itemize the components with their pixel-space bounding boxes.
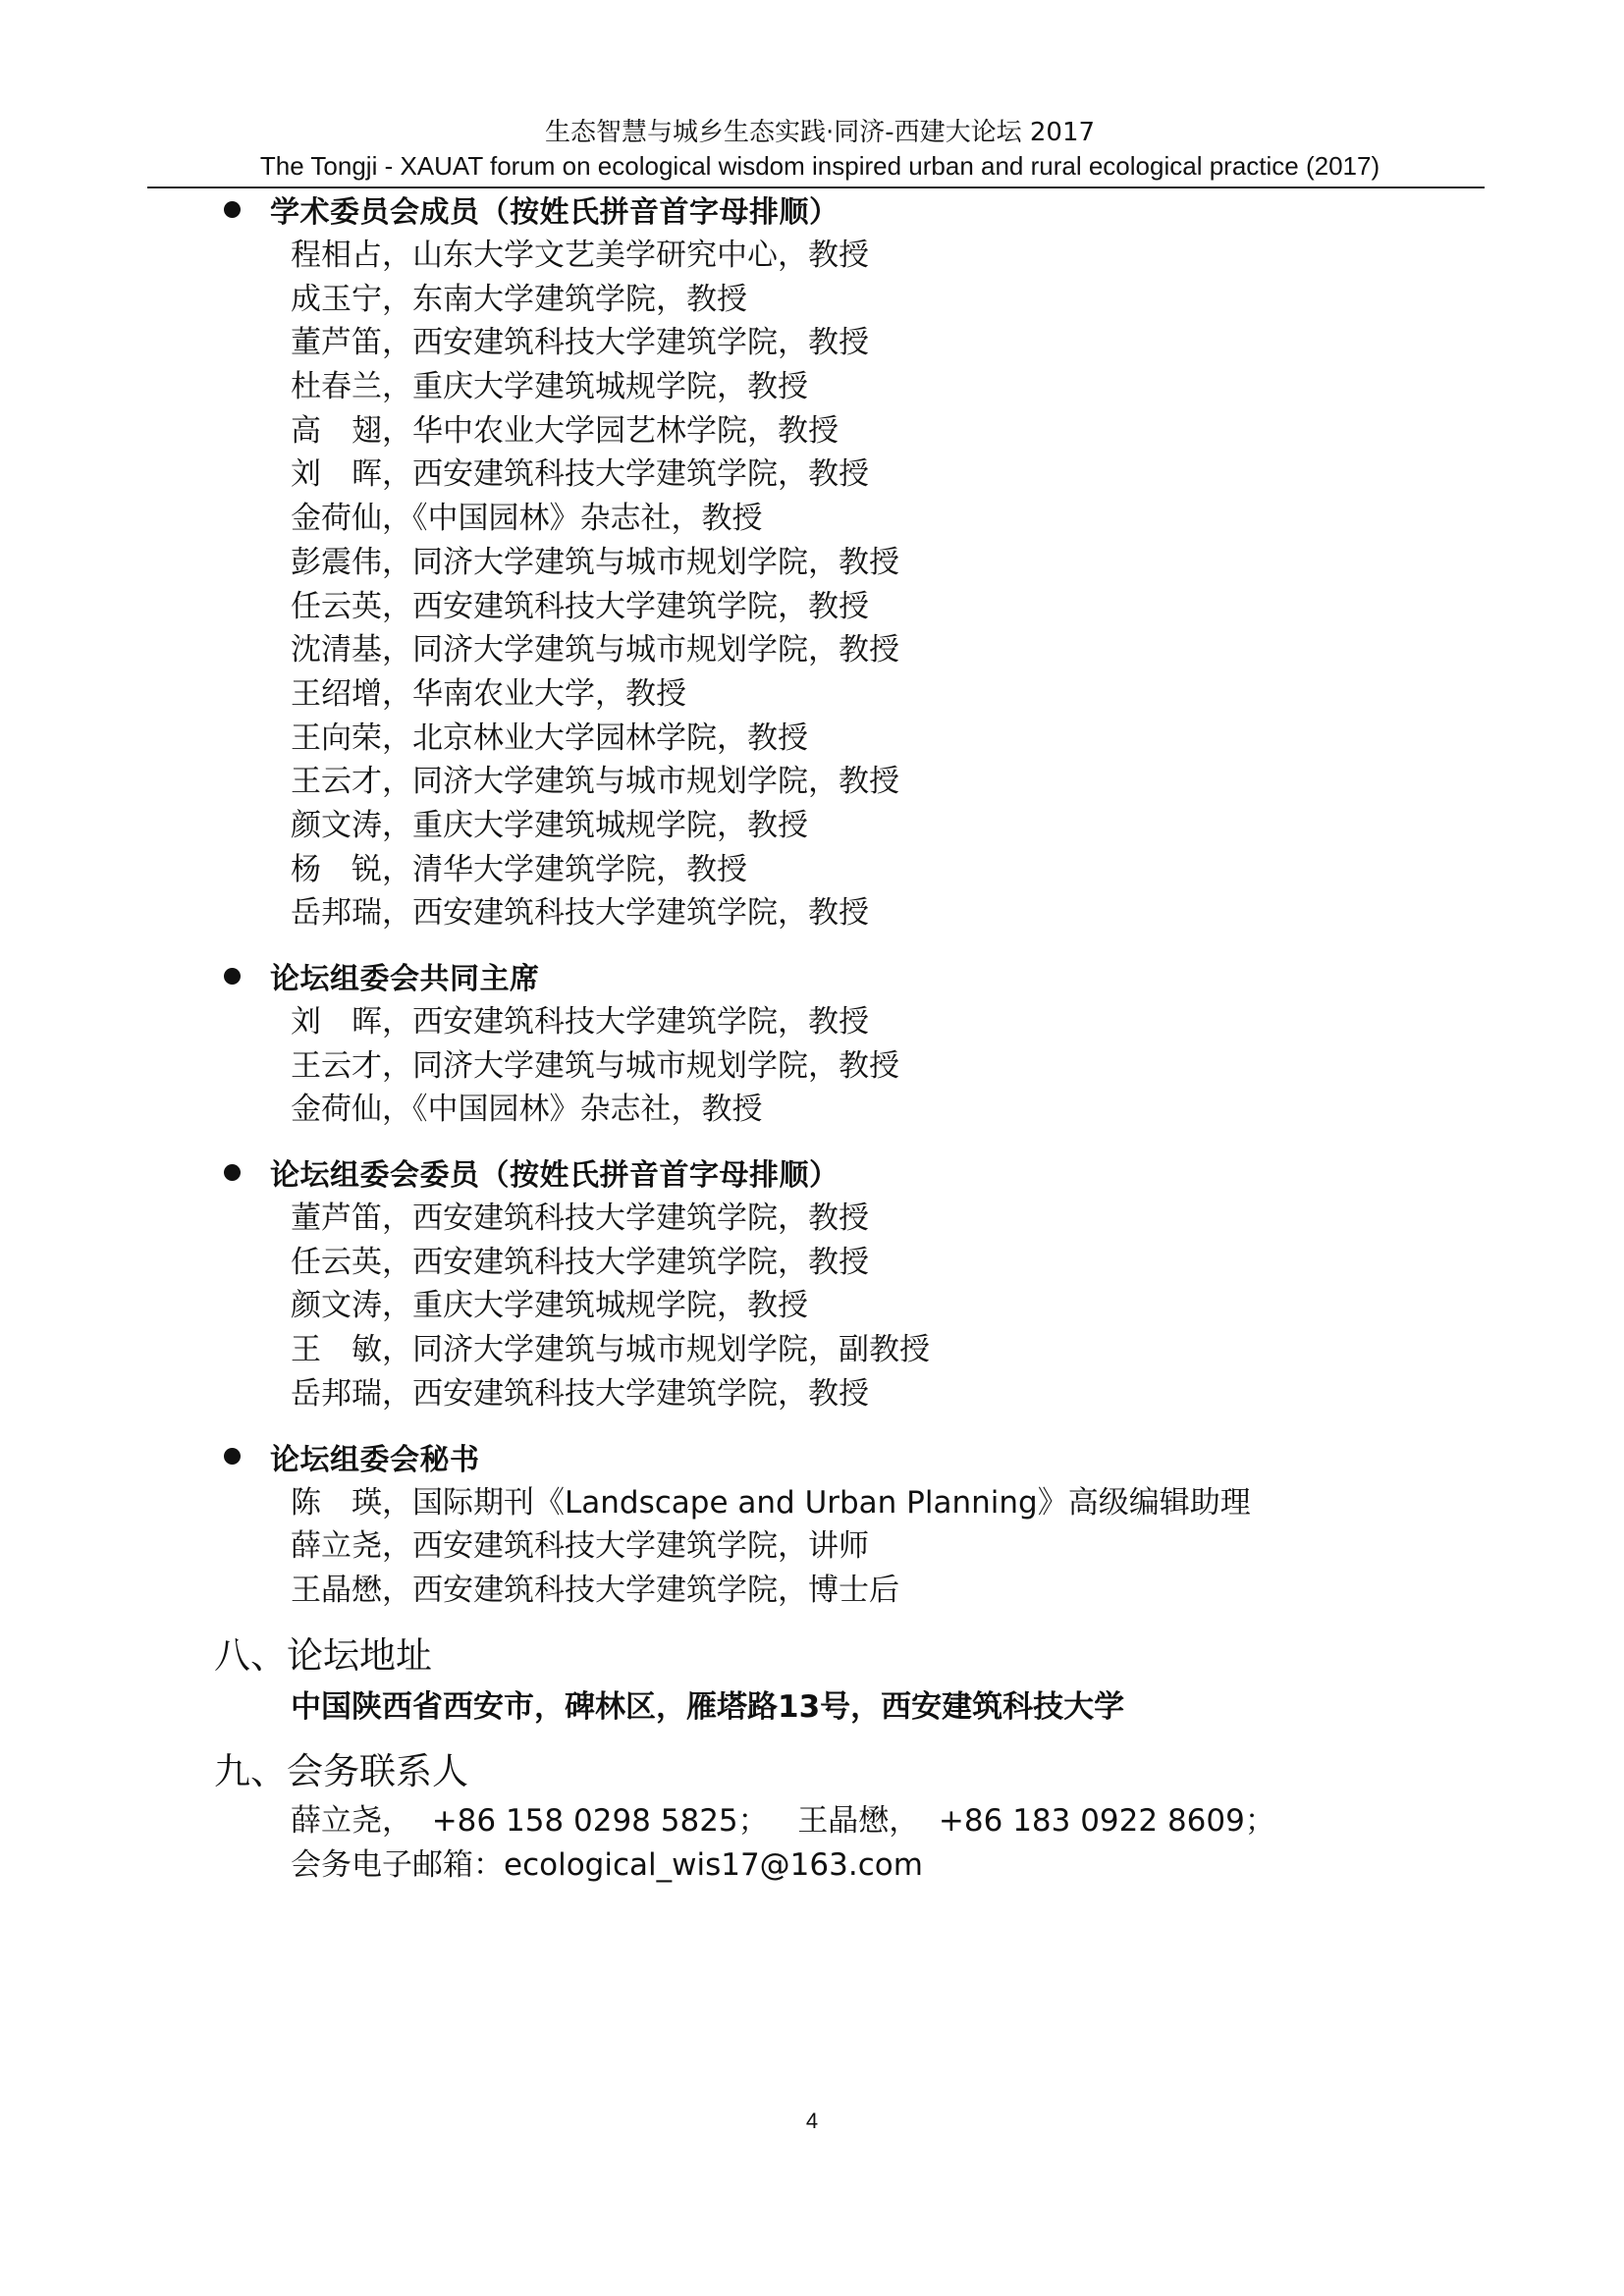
member-row: 成玉宁，东南大学建筑学院，教授 bbox=[216, 278, 1473, 322]
member-row: 董芦笛，西安建筑科技大学建筑学院，教授 bbox=[216, 1197, 1473, 1241]
member-row: 高 翅，华中农业大学园艺林学院，教授 bbox=[216, 409, 1473, 454]
member-row: 刘 晖，西安建筑科技大学建筑学院，教授 bbox=[216, 1000, 1473, 1044]
member-row: 王绍增，华南农业大学，教授 bbox=[216, 672, 1473, 717]
member-row: 岳邦瑞，西安建筑科技大学建筑学院，教授 bbox=[216, 1372, 1473, 1416]
section-title: 学术委员会成员（按姓氏拼音首字母排顺） bbox=[270, 195, 839, 230]
member-affiliation: 重庆大学建筑城规学院，教授 bbox=[412, 369, 808, 405]
member-row: 王向荣，北京林业大学园林学院，教授 bbox=[216, 717, 1473, 761]
member-row: 王晶懋，西安建筑科技大学建筑学院，博士后 bbox=[216, 1569, 1473, 1613]
member-row: 颜文涛，重庆大学建筑城规学院，教授 bbox=[216, 1284, 1473, 1328]
section-academic-committee bbox=[216, 185, 1473, 935]
member-row: 任云英，西安建筑科技大学建筑学院，教授 bbox=[216, 585, 1473, 629]
member-row: 任云英，西安建筑科技大学建筑学院，教授 bbox=[216, 1241, 1473, 1285]
member-row: 金荷仙，《中国园林》杂志社，教授 bbox=[216, 1088, 1473, 1132]
bullet-icon bbox=[224, 968, 241, 985]
member-name: 刘 晖 bbox=[291, 1004, 382, 1040]
member-name: 王晶懋 bbox=[291, 1572, 382, 1608]
member-name: 岳邦瑞 bbox=[291, 1375, 382, 1412]
header-title-zh: 生态智慧与城乡生态实践·同济-西建大论坛 2017 bbox=[544, 118, 1096, 147]
member-name: 金荷仙 bbox=[291, 1092, 382, 1128]
member-row: 王 敏，同济大学建筑与城市规划学院，副教授 bbox=[216, 1328, 1473, 1372]
member-row: 王云才，同济大学建筑与城市规划学院，教授 bbox=[216, 1044, 1473, 1089]
contact-section bbox=[216, 1744, 1473, 1888]
section-co-chairs bbox=[216, 951, 1473, 1132]
address-heading: 八、论坛地址 bbox=[214, 1633, 432, 1677]
member-affiliation: 山东大学文艺美学研究中心，教授 bbox=[412, 238, 869, 273]
member-row: 杨 锐，清华大学建筑学院，教授 bbox=[216, 848, 1473, 892]
section-heading bbox=[216, 1432, 1473, 1481]
section-organizing-committee bbox=[216, 1148, 1473, 1415]
section-title: 论坛组委会委员（按姓氏拼音首字母排顺） bbox=[270, 1158, 839, 1194]
member-name: 程相占 bbox=[291, 238, 382, 273]
member-affiliation: 《中国园林》杂志社，教授 bbox=[412, 1092, 763, 1128]
header-title-en: The Tongji - XAUAT forum on ecological wisdom inspired urban and rural ecological practice (2017) bbox=[259, 151, 1380, 181]
bullet-icon bbox=[224, 201, 241, 218]
member-affiliation: 同济大学建筑与城市规划学院，教授 bbox=[412, 1047, 899, 1084]
bullet-icon bbox=[224, 1164, 241, 1181]
section-heading bbox=[216, 951, 1473, 1000]
member-name: 王 敏 bbox=[291, 1332, 382, 1368]
member-affiliation: 同济大学建筑与城市规划学院，教授 bbox=[412, 632, 899, 668]
member-affiliation: 重庆大学建筑城规学院，教授 bbox=[412, 1288, 808, 1324]
member-row: 金荷仙，《中国园林》杂志社，教授 bbox=[216, 497, 1473, 541]
member-row: 薛立尧，西安建筑科技大学建筑学院，讲师 bbox=[216, 1524, 1473, 1569]
member-affiliation: 《中国园林》杂志社，教授 bbox=[412, 501, 763, 537]
member-name: 王向荣 bbox=[291, 720, 382, 756]
member-name: 王云才 bbox=[291, 764, 382, 800]
member-name: 任云英 bbox=[291, 1244, 382, 1280]
member-affiliation: 同济大学建筑与城市规划学院，教授 bbox=[412, 764, 899, 800]
member-name: 杨 锐 bbox=[291, 851, 382, 887]
member-name: 金荷仙 bbox=[291, 501, 382, 537]
member-name: 高 翅 bbox=[291, 412, 382, 449]
member-name: 薛立尧 bbox=[291, 1528, 382, 1565]
member-name: 陈 瑛 bbox=[291, 1484, 382, 1521]
member-name: 彭震伟 bbox=[291, 544, 382, 580]
page-content bbox=[216, 185, 1473, 1888]
member-row: 刘 晖，西安建筑科技大学建筑学院，教授 bbox=[216, 453, 1473, 497]
member-name: 任云英 bbox=[291, 588, 382, 624]
member-affiliation: 北京林业大学园林学院，教授 bbox=[412, 720, 808, 756]
member-name: 王绍增 bbox=[291, 675, 382, 712]
member-name: 颜文涛 bbox=[291, 1288, 382, 1324]
address-text: 中国陕西省西安市，碑林区，雁塔路13号，西安建筑科技大学 bbox=[291, 1688, 1125, 1725]
member-row: 程相占，山东大学文艺美学研究中心，教授 bbox=[216, 234, 1473, 278]
member-affiliation: 国际期刊《Landscape and Urban Planning》高级编辑助理 bbox=[412, 1484, 1251, 1521]
member-affiliation: 重庆大学建筑城规学院，教授 bbox=[412, 807, 808, 843]
bullet-icon bbox=[224, 1448, 241, 1465]
member-name: 刘 晖 bbox=[291, 456, 382, 493]
address-section bbox=[216, 1629, 1473, 1731]
member-affiliation: 西安建筑科技大学建筑学院，教授 bbox=[412, 1201, 869, 1237]
contact-phones: 薛立尧， +86 158 0298 5825； 王晶懋， +86 183 0922 8609； bbox=[291, 1802, 1275, 1839]
page-number: 4 bbox=[805, 2109, 819, 2133]
member-affiliation: 同济大学建筑与城市规划学院，教授 bbox=[412, 544, 899, 580]
member-row: 王云才，同济大学建筑与城市规划学院，教授 bbox=[216, 760, 1473, 804]
member-affiliation: 西安建筑科技大学建筑学院，教授 bbox=[412, 325, 869, 361]
member-affiliation: 西安建筑科技大学建筑学院，教授 bbox=[412, 456, 869, 493]
section-title: 论坛组委会秘书 bbox=[270, 1442, 480, 1477]
member-row: 岳邦瑞，西安建筑科技大学建筑学院，教授 bbox=[216, 891, 1473, 935]
member-row: 董芦笛，西安建筑科技大学建筑学院，教授 bbox=[216, 321, 1473, 365]
member-affiliation: 西安建筑科技大学建筑学院，教授 bbox=[412, 1375, 869, 1412]
member-name: 董芦笛 bbox=[291, 325, 382, 361]
member-name: 岳邦瑞 bbox=[291, 895, 382, 932]
page-header bbox=[157, 116, 1483, 183]
member-name: 颜文涛 bbox=[291, 807, 382, 843]
member-affiliation: 西安建筑科技大学建筑学院，博士后 bbox=[412, 1572, 899, 1608]
section-heading bbox=[216, 1148, 1473, 1197]
member-name: 杜春兰 bbox=[291, 369, 382, 405]
section-title: 论坛组委会共同主席 bbox=[270, 962, 540, 996]
member-affiliation: 东南大学建筑学院，教授 bbox=[412, 281, 747, 317]
member-affiliation: 西安建筑科技大学建筑学院，教授 bbox=[412, 1004, 869, 1040]
member-affiliation: 同济大学建筑与城市规划学院，副教授 bbox=[412, 1332, 930, 1368]
member-affiliation: 西安建筑科技大学建筑学院，教授 bbox=[412, 1244, 869, 1280]
member-affiliation: 西安建筑科技大学建筑学院，教授 bbox=[412, 895, 869, 932]
member-row: 沈清基，同济大学建筑与城市规划学院，教授 bbox=[216, 628, 1473, 672]
member-row: 颜文涛，重庆大学建筑城规学院，教授 bbox=[216, 804, 1473, 848]
member-affiliation: 清华大学建筑学院，教授 bbox=[412, 851, 747, 887]
contact-heading: 九、会务联系人 bbox=[214, 1749, 468, 1792]
member-affiliation: 华中农业大学园艺林学院，教授 bbox=[412, 412, 839, 449]
member-affiliation: 华南农业大学，教授 bbox=[412, 675, 686, 712]
member-affiliation: 西安建筑科技大学建筑学院，教授 bbox=[412, 588, 869, 624]
contact-email: 会务电子邮箱：ecological_wis17@163.com bbox=[291, 1846, 923, 1883]
member-affiliation: 西安建筑科技大学建筑学院，讲师 bbox=[412, 1528, 869, 1565]
section-heading bbox=[216, 185, 1473, 234]
member-name: 王云才 bbox=[291, 1047, 382, 1084]
member-name: 沈清基 bbox=[291, 632, 382, 668]
member-name: 董芦笛 bbox=[291, 1201, 382, 1237]
member-row: 彭震伟，同济大学建筑与城市规划学院，教授 bbox=[216, 541, 1473, 585]
member-name: 成玉宁 bbox=[291, 281, 382, 317]
section-secretaries bbox=[216, 1432, 1473, 1613]
member-row: 陈 瑛，国际期刊《Landscape and Urban Planning》高级编辑助理 bbox=[216, 1481, 1473, 1525]
member-row: 杜春兰，重庆大学建筑城规学院，教授 bbox=[216, 365, 1473, 409]
